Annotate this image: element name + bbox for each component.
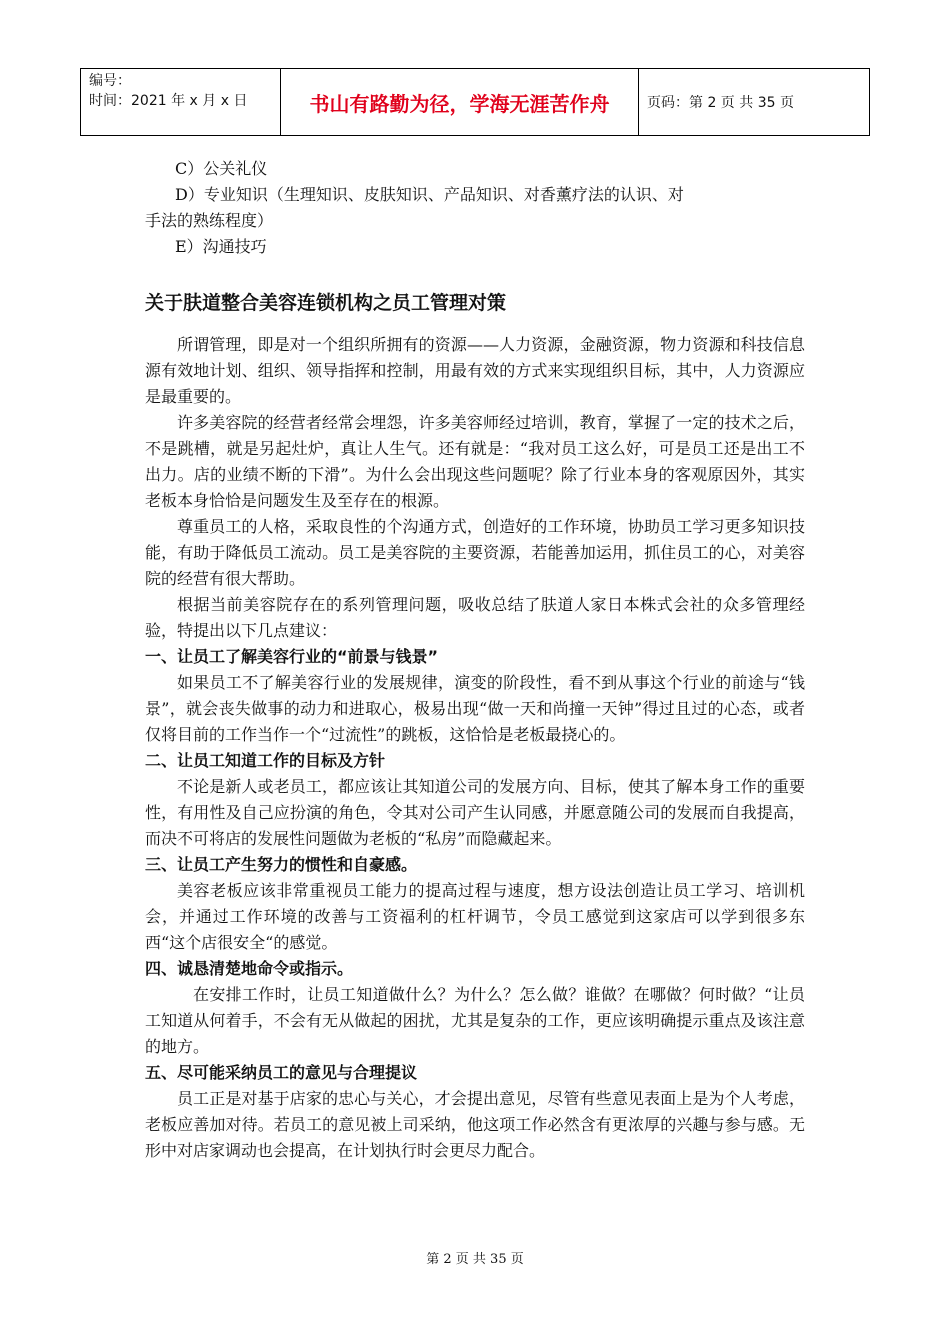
paragraph: 所谓管理，即是对一个组织所拥有的资源——人力资源，金融资源，物力资源和科技信息源有效地计划、组织、领导指挥和控制，用最有效的方式来实现组织目标，其中，人力资源应是最重要的。 <box>145 335 805 406</box>
section-heading: 二、让员工知道工作的目标及方针 <box>145 751 386 770</box>
header-table <box>80 68 870 136</box>
document-title: 关于肤道整合美容连锁机构之员工管理对策 <box>145 292 507 314</box>
section-heading: 三、让员工产生努力的惯性和自豪感。 <box>145 855 418 874</box>
list-item: E）沟通技巧 <box>175 237 267 256</box>
section-heading: 一、让员工了解美容行业的“前景与钱景” <box>145 647 439 666</box>
list-item: C）公关礼仪 <box>175 159 268 178</box>
paragraph: 许多美容院的经营者经常会埋怨，许多美容师经过培训，教育，掌握了一定的技术之后，不是跳槽，就是另起灶炉，真让人生气。还有就是：“我对员工这么好，可是员工还是出工不出力。店的业绩不断的下滑”。为什么会出现这些问题呢？除了行业本身的客观原因外，其实老板本身恰恰是问题发生及至存在的根源。 <box>145 413 805 510</box>
section-heading: 五、尽可能采纳员工的意见与合理提议 <box>145 1063 418 1082</box>
header-page-info: 页码：第 2 页 共 35 页 <box>647 95 794 111</box>
document-body <box>145 156 805 1164</box>
section-text: 美容老板应该非常重视员工能力的提高过程与速度，想方设法创造让员工学习、培训机会，并通过工作环境的改善与工资福利的杠杆调节，令员工感觉到这家店可以学到很多东西“这个店很安全“的感觉。 <box>145 881 805 952</box>
section-text: 员工正是对基于店家的忠心与关心，才会提出意见，尽管有些意见表面上是为个人考虑，老板应善加对待。若员工的意见被上司采纳，他这项工作必然含有更浓厚的兴趣与参与感。无形中对店家调动也会提高，在计划执行时会更尽力配合。 <box>145 1089 805 1160</box>
paragraph: 尊重员工的人格，采取良性的个沟通方式，创造好的工作环境，协助员工学习更多知识技能，有助于降低员工流动。员工是美容院的主要资源，若能善加运用，抓住员工的心，对美容院的经营有很大帮助。 <box>145 517 805 588</box>
section-text: 在安排工作时，让员工知道做什么？为什么？怎么做？谁做？在哪做？何时做？“让员工知道从何着手，不会有无从做起的困扰，尤其是复杂的工作，更应该明确提示重点及该注意的地方。 <box>145 985 805 1056</box>
list-item-continuation: 手法的熟练程度） <box>145 211 274 230</box>
page-footer: 第 2 页 共 35 页 <box>426 1252 524 1267</box>
header-date-label: 时间：2021 年 x 月 x 日 <box>89 93 248 109</box>
section-heading: 四、诚恳清楚地命令或指示。 <box>145 959 354 978</box>
list-item: D）专业知识（生理知识、皮肤知识、产品知识、对香薰疗法的认识、对 <box>175 185 684 204</box>
header-meta <box>81 69 281 135</box>
section-text: 不论是新人或老员工，都应该让其知道公司的发展方向、目标，使其了解本身工作的重要性，有用性及自己应扮演的角色，令其对公司产生认同感，并愿意随公司的发展而自我提高，而决不可将店的发展性问题做为老板的“私房”而隐藏起来。 <box>145 777 805 848</box>
header-number-label: 编号： <box>89 73 131 89</box>
section-text: 如果员工不了解美容行业的发展规律，演变的阶段性，看不到从事这个行业的前途与“钱景”，就会丧失做事的动力和进取心，极易出现“做一天和尚撞一天钟”得过且过的心态，或者仅将目前的工作当作一个“过流性”的跳板，这恰恰是老板最挠心的。 <box>145 673 805 744</box>
header-motto: 书山有路勤为径，学海无涯苦作舟 <box>281 69 639 135</box>
paragraph: 根据当前美容院存在的系列管理问题，吸收总结了肤道人家日本株式会社的众多管理经验，特提出以下几点建议： <box>145 595 805 640</box>
